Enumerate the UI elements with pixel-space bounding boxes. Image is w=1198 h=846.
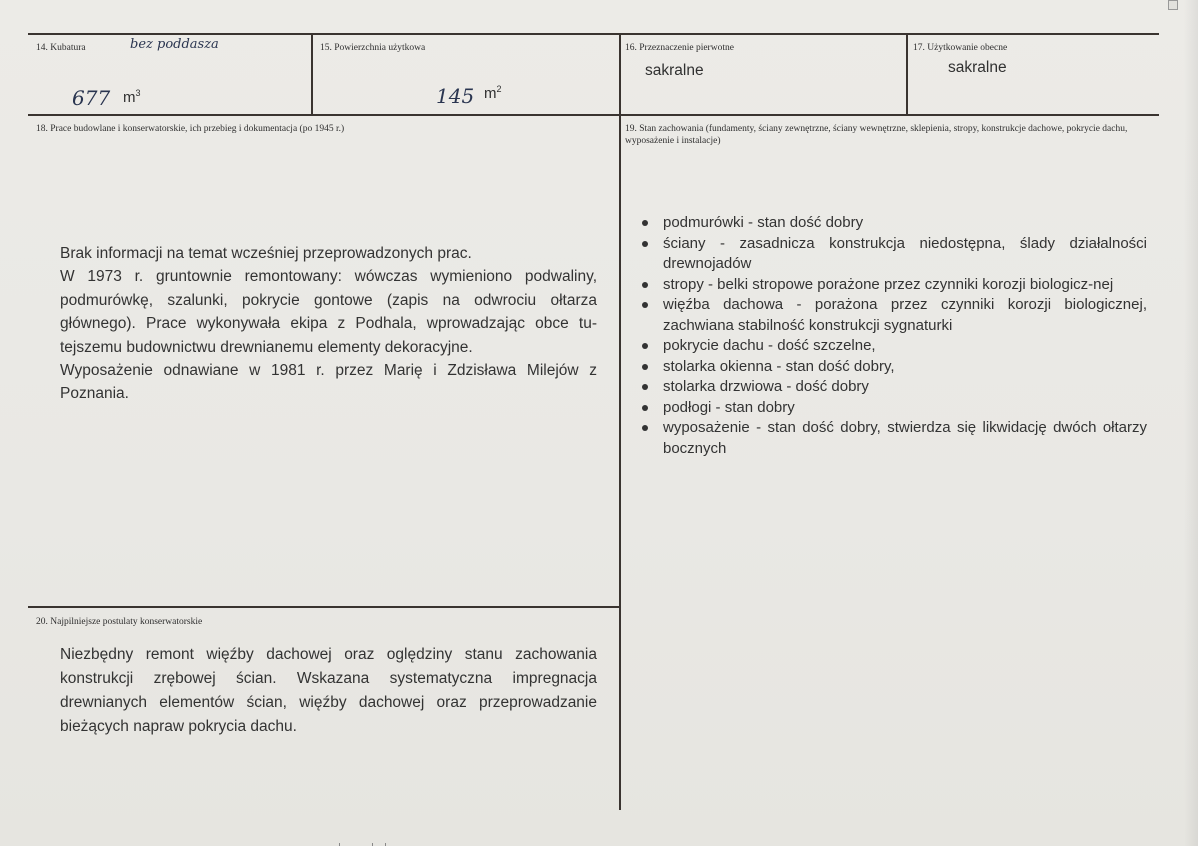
bullet-icon [642, 302, 648, 308]
field15-unit-base: m [484, 85, 497, 102]
field14-number: 677 [72, 86, 111, 110]
field14-handwritten-note: bez poddasza [130, 37, 219, 52]
list-item-text: podłogi - stan dobry [663, 398, 795, 416]
list-item-text: pokrycie dachu - dość szczelne, [663, 337, 876, 354]
field18-text [60, 242, 597, 406]
field16-label: 16. Przeznaczenie pierwotne [625, 43, 734, 53]
field15-label: 15. Powierzchnia użytkowa [320, 43, 426, 53]
corner-mark [1168, 0, 1178, 10]
field20-text: Niezbędny remont więźby dachowej oraz oględziny stanu zachowania konstrukcji zrębowej ścian. Wskazana systematyczna impregnacja drewnianych elementów ścian, więźby dachowej oraz przeprowadzanie bieżących napraw pokrycia dachu. [60, 646, 597, 735]
field15-unit-exponent: 2 [496, 84, 502, 94]
field14-unit-base: m [123, 89, 136, 106]
field18-line-3: Wyposażenie odnawiane w 1981 r. przez Marię i Zdzisława Milejów z Poznania. [60, 362, 597, 403]
list-item [642, 418, 1147, 459]
list-item [642, 377, 1147, 398]
bullet-icon [642, 241, 648, 247]
list-item-text: stolarka drzwiowa - dość dobry [663, 378, 869, 395]
bullet-icon [642, 425, 648, 431]
bullet-icon [642, 364, 648, 370]
list-item-text: wyposażenie - stan dość dobry, stwierdza się likwidację dwóch ołtarzy bocznych [663, 419, 1147, 457]
list-item-text: stropy - belki stropowe porażone przez czynniki korozji biologicz-nej [663, 275, 1114, 293]
list-item-text: podmurówki - stan dość dobry [663, 214, 864, 231]
bullet-icon [642, 405, 648, 411]
list-item [642, 275, 1147, 296]
col-divider-16-17 [906, 34, 908, 115]
col-divider-14-15 [311, 34, 313, 115]
field19-label: 19. Stan zachowania (fundamenty, ściany zewnętrzne, ściany wewnętrzne, sklepienia, stropy, konstrukcje dachowe, pokrycie dachu, wyposażenie i instalacje) [625, 124, 1128, 146]
field15-value: 145 [436, 84, 475, 108]
field15-unit [484, 84, 502, 102]
field17-value: sakralne [948, 59, 1007, 76]
list-item [642, 295, 1147, 336]
field16-value: sakralne [645, 62, 704, 79]
field14-unit-exponent: 3 [135, 88, 141, 98]
field14-value [72, 86, 110, 110]
list-item-text: więźba dachowa - porażona przez czynniki korozji biologicznej, zachwiana stabilność konstrukcji sygnaturki [663, 296, 1147, 334]
top-rule [28, 33, 1159, 35]
row1-bottom-rule [28, 114, 1159, 116]
col-divider-15-16 [619, 34, 621, 810]
list-item [642, 336, 1147, 357]
field14-unit [123, 88, 141, 106]
paper-edge-shadow [1184, 0, 1198, 846]
field18-line-2: W 1973 r. gruntownie remontowany: wówczas wymieniono podwaliny, podmurówkę, szalunki, pokrycie gontowe (zapis na odwrociu ołtarza głównego). Prace wykonywała ekipa z Podhala, wprowadzając obce tu-tejszemu budownictwu drewnianemu elementy dekoracyjne. [60, 268, 597, 356]
list-item-text: ściany - zasadnicza konstrukcja niedostępna, ślady działalności drewnojadów [663, 234, 1147, 272]
bullet-icon [642, 282, 648, 288]
field18-line-1: Brak informacji na temat wcześniej przeprowadzonych prac. [60, 245, 472, 262]
list-item-text: stolarka okienna - stan dość dobry, [663, 357, 895, 375]
bullet-icon [642, 384, 648, 390]
list-item [642, 357, 1147, 378]
list-item [642, 213, 1147, 234]
bullet-icon [642, 343, 648, 349]
bullet-icon [642, 220, 648, 226]
list-item [642, 398, 1147, 419]
field18-label: 18. Prace budowlane i konserwatorskie, ich przebieg i dokumentacja (po 1945 r.) [36, 124, 345, 134]
field20-label: 20. Najpilniejsze postulaty konserwatorskie [36, 617, 203, 627]
field20-top-rule [28, 606, 621, 608]
field14-label: 14. Kubatura [36, 43, 86, 53]
list-item [642, 234, 1147, 275]
field17-label: 17. Użytkowanie obecne [913, 43, 1008, 53]
field19-condition-list [642, 213, 1147, 459]
